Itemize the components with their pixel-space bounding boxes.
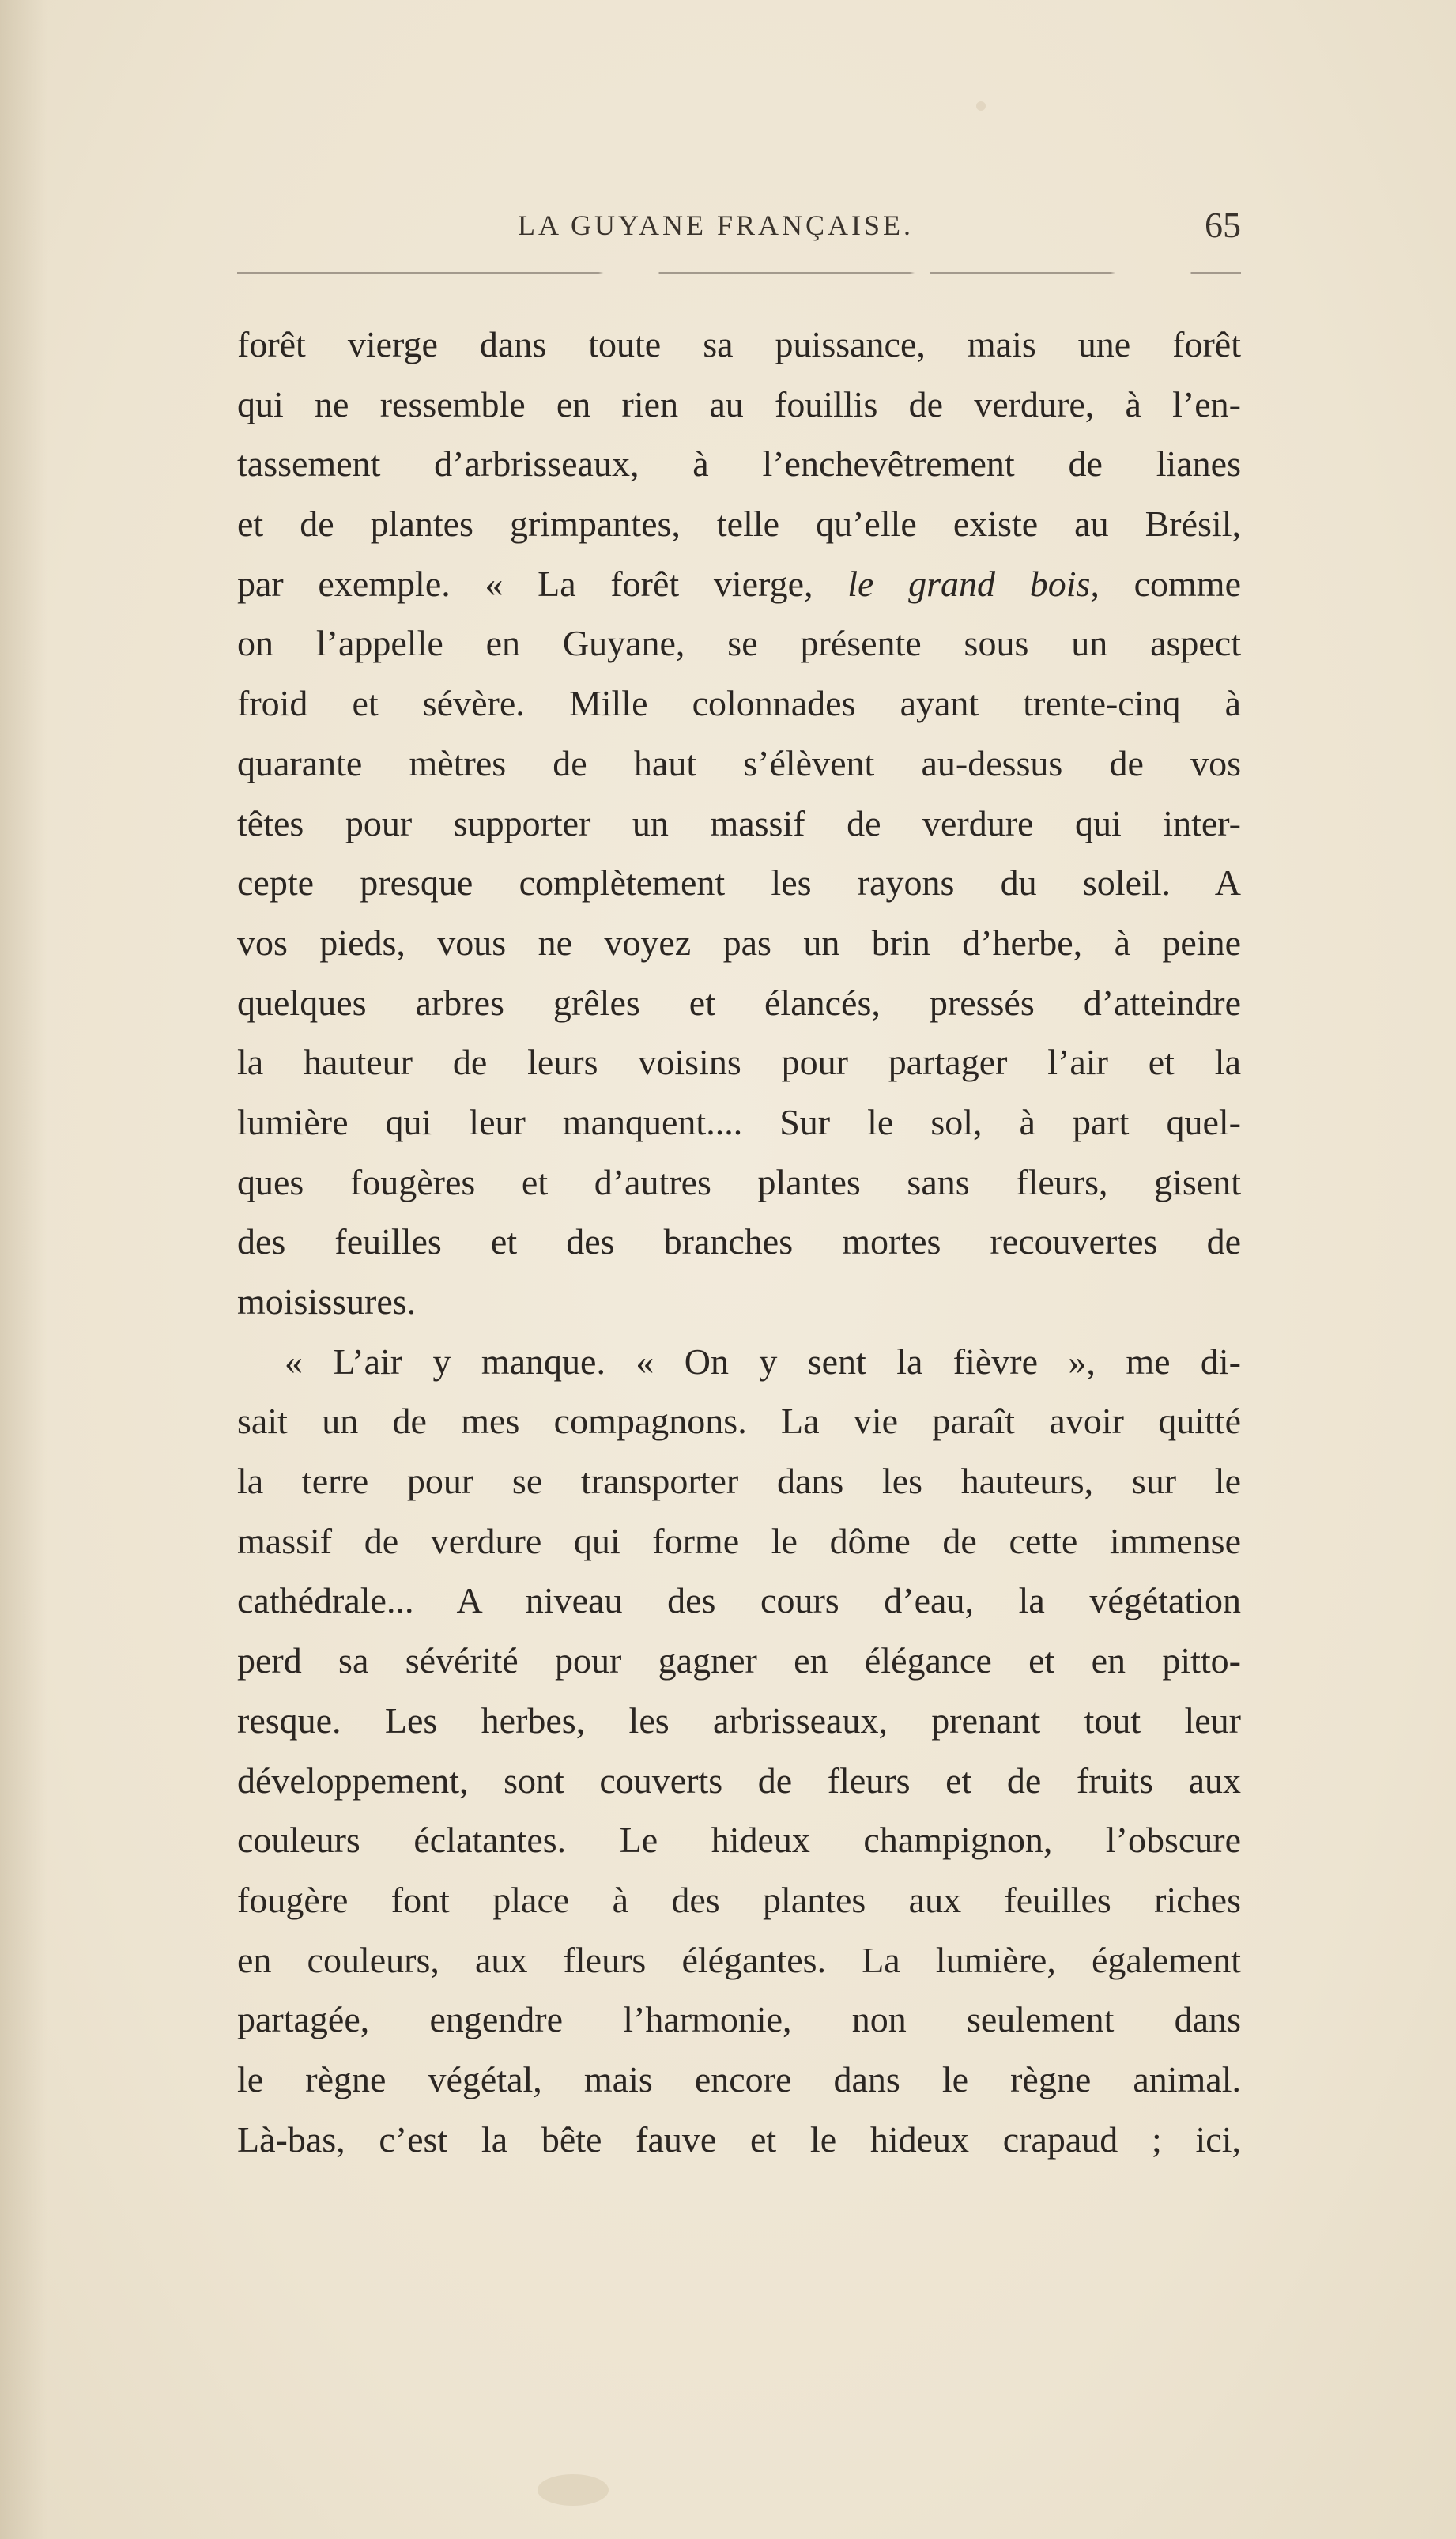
text-line: la terre pour se transporter dans les hauteurs, sur le [237,1461,1241,1502]
italic-term: le grand bois, [847,563,1100,604]
text-line [237,554,1241,614]
text-line: cathédrale... A niveau des cours d’eau, la végétation [237,1580,1241,1621]
text-line: « L’air y manque. « On y sent la fièvre », me di- [285,1341,1241,1382]
text-line: on l’appelle en Guyane, se présente sous un aspect [237,623,1241,664]
text-line: le règne végétal, mais encore dans le règne animal. [237,2058,1241,2099]
text-line: et de plantes grimpantes, telle qu’elle existe au Brésil, [237,504,1241,545]
text-line: quelques arbres grêles et élancés, pressés d’atteindre [237,982,1241,1023]
text-line: forêt vierge dans toute sa puissance, mais une forêt [237,324,1241,364]
text-line: sait un de mes compagnons. La vie paraît avoir quitté [237,1401,1241,1442]
text-segment: par exemple. « La forêt vierge, [237,563,813,604]
text-line: tassement d’arbrisseaux, à l’enchevêtrement de lianes [237,443,1241,485]
body-text [237,315,1241,2169]
text-line: quarante mètres de haut s’élèvent au-dessus de vos [237,742,1241,783]
text-segment: comme [1133,563,1242,604]
text-line: des feuilles et des branches mortes recouvertes de [237,1221,1241,1262]
paper-stain [976,101,986,111]
text-line: couleurs éclatantes. Le hideux champignon, l’obscure [237,1820,1241,1861]
text-line: cepte presque complètement les rayons du soleil. A [237,862,1241,904]
text-line: resque. Les herbes, les arbrisseaux, prenant tout leur [237,1700,1241,1741]
text-line: qui ne ressemble en rien au fouillis de verdure, à l’en- [237,383,1241,424]
page-header [237,204,1241,251]
text-line: vos pieds, vous ne voyez pas un brin d’herbe, à peine [237,922,1241,963]
running-title: LA GUYANE FRANÇAISE. [518,209,915,241]
text-line: partagée, engendre l’harmonie, non seulement dans [237,1999,1241,2040]
text-line: massif de verdure qui forme le dôme de cette immense [237,1520,1241,1561]
text-line: fougère font place à des plantes aux feuilles riches [237,1879,1241,1920]
text-line: lumière qui leur manquent.... Sur le sol, à part quel- [237,1101,1241,1142]
text-line: perd sa sévérité pour gagner en élégance et en pitto- [237,1640,1241,1681]
paper-stain [538,2474,609,2506]
text-line: Là-bas, c’est la bête fauve et le hideux crapaud ; ici, [237,2118,1241,2160]
paragraph [237,315,1241,1332]
text-line: la hauteur de leurs voisins pour partager l’air et la [237,1042,1241,1083]
paragraph [237,1332,1241,2170]
text-line: froid et sévère. Mille colonnades ayant trente-cinq à [237,683,1241,724]
text-line: têtes pour supporter un massif de verdure qui inter- [237,802,1241,843]
page-edge-shadow [0,0,47,2539]
header-rule [237,272,1241,274]
text-line: en couleurs, aux fleurs élégantes. La lumière, également [237,1939,1241,1980]
page-number: 65 [1205,205,1241,245]
text-line: développement, sont couverts de fleurs et de fruits aux [237,1760,1241,1801]
text-line: moisissures. [237,1281,417,1322]
text-line: ques fougères et d’autres plantes sans fleurs, gisent [237,1161,1241,1202]
